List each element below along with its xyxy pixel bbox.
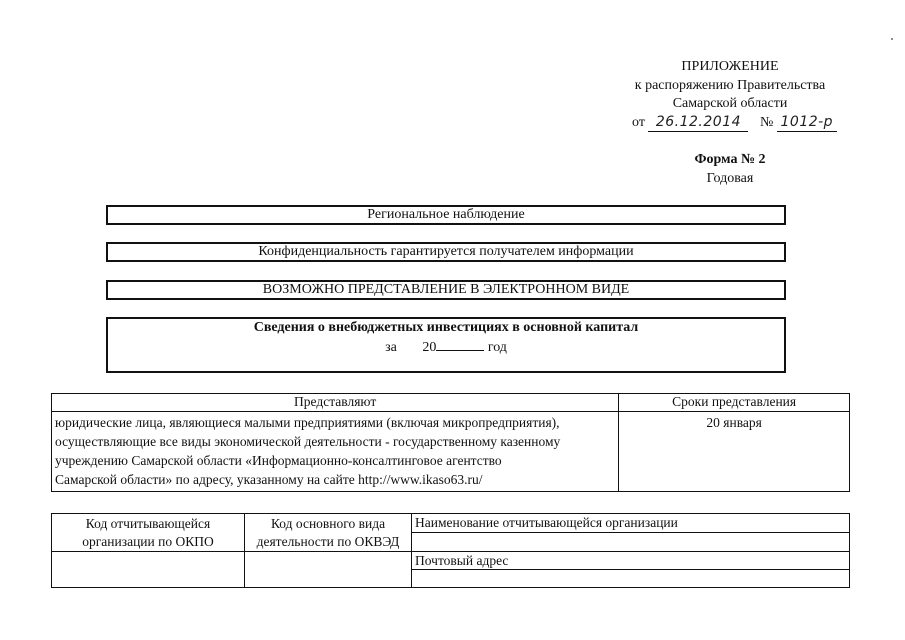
report-year-suffix: год <box>487 340 507 355</box>
regional-observation-box <box>106 205 786 225</box>
appendix-line-2: Самарской области <box>672 96 788 111</box>
who-line-3: учреждению Самарской области «Информационно-консалтинговое агентство <box>55 453 502 468</box>
number-prefix: № <box>759 115 774 130</box>
org-name-label: Наименование отчитывающейся организации <box>412 514 850 533</box>
okved-line-2: деятельности по ОКВЭД <box>256 534 400 549</box>
header-who: Представляют <box>52 394 619 412</box>
electronic-submission-box <box>106 280 786 300</box>
appendix-date-line <box>632 113 837 132</box>
form-title: Форма № 2 <box>694 152 766 167</box>
report-year-blank[interactable] <box>436 338 484 351</box>
header-when: Сроки представления <box>619 394 850 412</box>
who-line-4: Самарской области» по адресу, указанному на сайте http://www.ikaso63.ru/ <box>55 472 483 487</box>
org-name-value[interactable] <box>412 533 850 552</box>
appendix-title: ПРИЛОЖЕНИЕ <box>681 59 779 74</box>
okpo-line-1: Код отчитывающейся <box>85 516 211 531</box>
submission-table <box>51 393 850 492</box>
appendix-line-1: к распоряжению Правительства <box>634 78 826 93</box>
address-label: Почтовый адрес <box>412 552 850 570</box>
okpo-header <box>52 514 245 552</box>
okved-value[interactable] <box>245 552 412 588</box>
report-title-box <box>106 317 786 373</box>
scan-speck <box>891 38 893 40</box>
who-line-1: юридические лица, являющиеся малыми предприятиями (включая микропредприятия), <box>55 415 560 430</box>
regional-observation-label: Региональное наблюдение <box>367 207 525 222</box>
address-value[interactable] <box>412 570 850 588</box>
okpo-value[interactable] <box>52 552 245 588</box>
when-cell: 20 января <box>619 412 850 492</box>
confidentiality-label: Конфиденциальность гарантируется получателем информации <box>258 244 634 259</box>
okved-header <box>245 514 412 552</box>
report-period-line <box>107 338 785 356</box>
codes-table <box>51 513 850 588</box>
date-value: 26.12.2014 <box>648 113 748 132</box>
okved-line-1: Код основного вида <box>270 516 386 531</box>
report-title: Сведения о внебюджетных инвестициях в основной капитал <box>253 320 639 335</box>
date-prefix: от <box>632 115 645 130</box>
number-value: 1012-р <box>777 113 837 132</box>
form-period: Годовая <box>706 171 754 186</box>
electronic-submission-label: ВОЗМОЖНО ПРЕДСТАВЛЕНИЕ В ЭЛЕКТРОННОМ ВИДЕ <box>262 282 630 297</box>
report-year-prefix: 20 <box>422 340 437 355</box>
confidentiality-box <box>106 242 786 262</box>
okpo-line-2: организации по ОКПО <box>82 534 214 549</box>
who-cell <box>52 412 619 492</box>
report-for-label: за <box>385 340 397 355</box>
who-line-2: осуществляющие все виды экономической деятельности - государственному казенному <box>55 434 561 449</box>
